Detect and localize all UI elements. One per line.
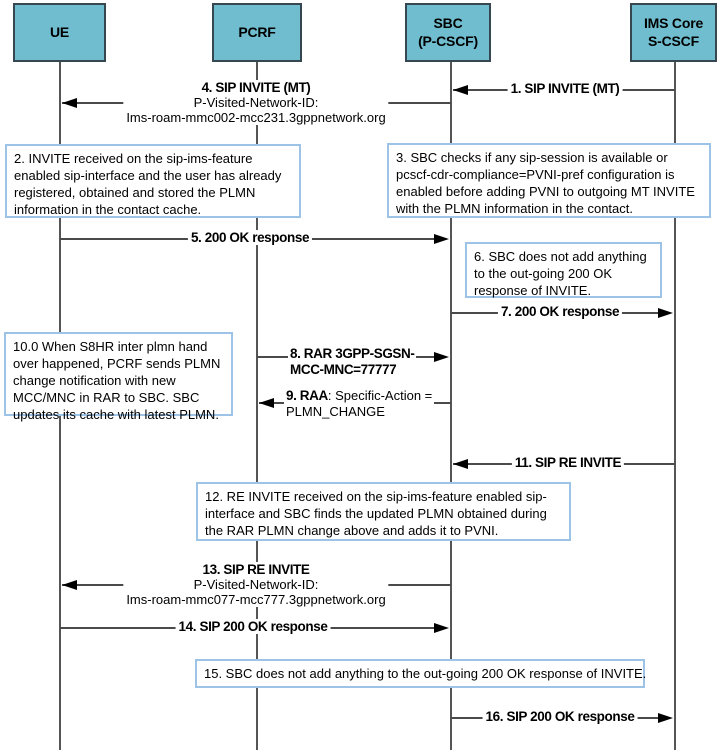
- arrowhead-right-icon: [434, 234, 449, 244]
- note-10-text: 10.0 When S8HR inter plmn hand over happened, PCRF sends PLMN change notification with new MCC/MNC in RAR to SBC. SBC updates its cache with latest PLMN.: [13, 339, 221, 422]
- note-10: [4, 332, 233, 422]
- message-4-label-line3: Ims-roam-mmc002-mcc231.3gppnetwork.org: [126, 110, 386, 125]
- note-6: [465, 242, 662, 298]
- message-13-label-line3: Ims-roam-mmc077-mcc777.3gppnetwork.org: [126, 592, 386, 607]
- arrowhead-left-icon: [453, 85, 468, 95]
- message-4-label-line1: 4. SIP INVITE (MT): [201, 80, 311, 95]
- message-9-label: [284, 388, 434, 420]
- message-5-label: 5. 200 OK response: [188, 230, 312, 245]
- message-13-label-line2: P-Visited-Network-ID:: [193, 577, 319, 592]
- arrowhead-right-icon: [434, 352, 449, 362]
- message-16-label: 16. SIP 200 OK response: [483, 709, 638, 724]
- actor-sbc-label-line2: (P-CSCF): [418, 32, 478, 49]
- actor-pcrf-label: PCRF: [238, 23, 276, 40]
- message-7-label: 7. 200 OK response: [498, 304, 622, 319]
- message-9-label-line2: PLMN_CHANGE: [286, 404, 385, 419]
- actor-pcrf: [212, 3, 302, 62]
- note-2-text: 2. INVITE received on the sip-ims-feature enabled sip-interface and the user has already registered, obtained and stored the PLMN information in the contact cache.: [14, 151, 282, 217]
- message-14-label: 14. SIP 200 OK response: [176, 619, 331, 634]
- arrowhead-left-icon: [453, 459, 468, 469]
- note-3: [387, 143, 711, 218]
- actor-ue-label: UE: [49, 23, 70, 40]
- message-9-label-rest: : Specific-Action =: [327, 388, 433, 403]
- actor-ims-label-line2: S-CSCF: [648, 32, 699, 49]
- actor-ims: [630, 3, 717, 62]
- arrowhead-left-icon: [62, 580, 77, 590]
- message-8-label: [288, 346, 416, 378]
- message-4-label: [123, 80, 388, 125]
- arrowhead-left-icon: [62, 98, 77, 108]
- message-9-label-bold: 9. RAA: [286, 388, 328, 403]
- message-4-label-line2: P-Visited-Network-ID:: [193, 95, 319, 110]
- arrowhead-right-icon: [434, 623, 449, 633]
- message-11-label: 11. SIP RE INVITE: [512, 455, 624, 470]
- note-15: [195, 659, 645, 688]
- actor-ue: [13, 3, 106, 62]
- note-15-text: 15. SBC does not add anything to the out-going 200 OK response of INVITE.: [204, 666, 647, 681]
- actor-sbc: [405, 3, 491, 62]
- note-12-text: 12. RE INVITE received on the sip-ims-feature enabled sip-interface and SBC finds the updated PLMN obtained during the RAR PLMN change above and adds it to PVNI.: [205, 489, 547, 538]
- message-9-label-line1: [286, 388, 432, 404]
- note-3-text: 3. SBC checks if any sip-session is available or pcscf-cdr-compliance=PVNI-pref configuration is enabled before adding PVNI to outgoing MT INVITE with the PLMN information in the contact.: [396, 150, 695, 216]
- message-13-label-line1: 13. SIP RE INVITE: [202, 562, 310, 577]
- message-13-label: [123, 562, 388, 607]
- message-1-label: 1. SIP INVITE (MT): [508, 81, 623, 96]
- message-8-label-line2: MCC-MNC=77777: [290, 362, 397, 377]
- message-8-label-line1: 8. RAR 3GPP-SGSN-: [290, 346, 415, 361]
- arrowhead-left-icon: [259, 398, 274, 408]
- note-2: [5, 144, 301, 218]
- note-12: [196, 482, 571, 541]
- actor-ims-label-line1: IMS Core: [643, 15, 704, 31]
- arrowhead-right-icon: [658, 308, 673, 318]
- actor-sbc-label-line1: SBC: [433, 15, 463, 31]
- note-6-text: 6. SBC does not add anything to the out-going 200 OK response of INVITE.: [474, 249, 647, 298]
- arrowhead-right-icon: [658, 713, 673, 723]
